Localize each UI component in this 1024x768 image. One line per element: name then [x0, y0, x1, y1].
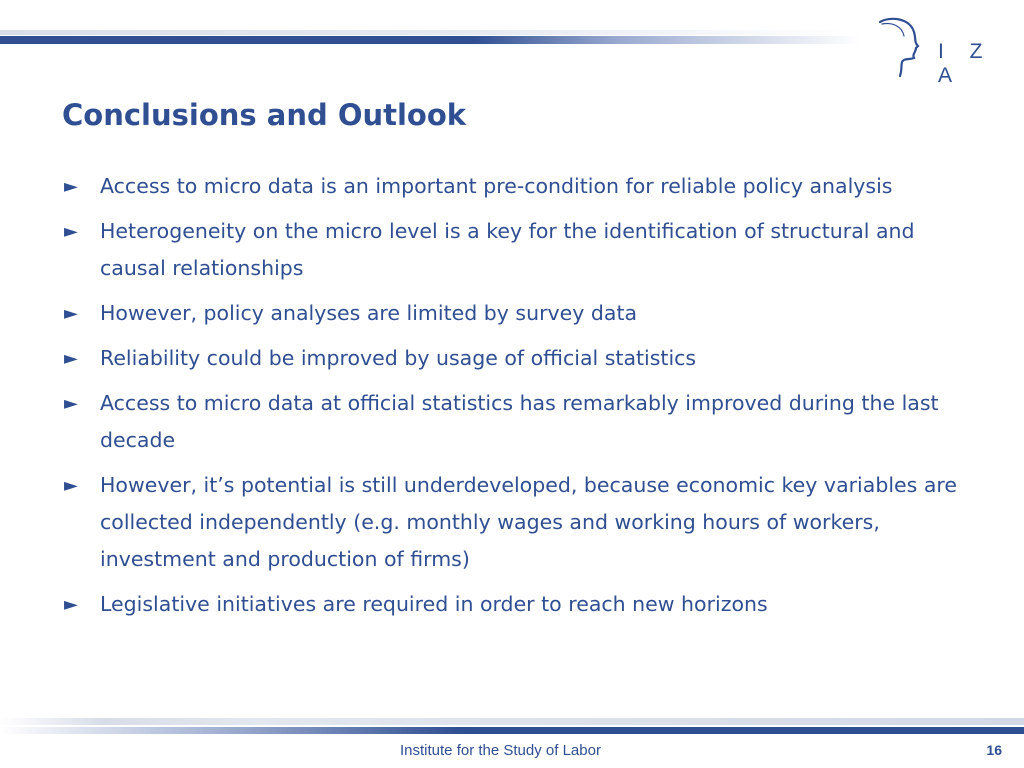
top-decorative-bar: [0, 36, 860, 44]
iza-logo: [872, 14, 1012, 87]
bullet-text: However, policy analyses are limited by survey data: [100, 301, 638, 325]
bullet-item: [64, 213, 974, 287]
bullet-text: Legislative initiatives are required in order to reach new horizons: [100, 592, 768, 616]
logo-text: I Z A: [938, 40, 993, 87]
bullet-item: [64, 340, 974, 377]
bullet-arrow-icon: ►: [64, 475, 78, 496]
bullet-arrow-icon: ►: [64, 221, 78, 242]
bottom-decorative-bar: [0, 727, 1024, 734]
bottom-decorative-bar-light: [0, 718, 1024, 725]
bullet-item: [64, 586, 974, 623]
bullet-item: [64, 467, 974, 578]
bullet-item: [64, 295, 974, 332]
bullet-arrow-icon: ►: [64, 176, 78, 197]
bullet-item: [64, 168, 974, 205]
bullet-text: Access to micro data is an important pre-condition for reliable policy analysis: [100, 174, 893, 198]
page-number: 16: [986, 742, 1002, 758]
bullet-item: [64, 385, 974, 459]
bullet-list: [64, 168, 974, 631]
footer-institution: Institute for the Study of Labor: [400, 742, 601, 759]
bullet-text: Access to micro data at official statistics has remarkably improved during the last decade: [100, 391, 939, 452]
bullet-arrow-icon: ►: [64, 348, 78, 369]
bullet-text: However, it’s potential is still underdeveloped, because economic key variables are collected independently (e.g. monthly wages and working hours of workers, investment and production of firms): [100, 473, 957, 571]
bullet-arrow-icon: ►: [64, 303, 78, 324]
bullet-text: Heterogeneity on the micro level is a key for the identification of structural and causal relationships: [100, 219, 915, 280]
bullet-arrow-icon: ►: [64, 393, 78, 414]
bullet-arrow-icon: ►: [64, 594, 78, 615]
slide-title: Conclusions and Outlook: [62, 98, 467, 132]
bullet-text: Reliability could be improved by usage of official statistics: [100, 346, 697, 370]
head-profile-icon: [872, 14, 932, 78]
top-decorative-bar-light: [0, 30, 860, 35]
